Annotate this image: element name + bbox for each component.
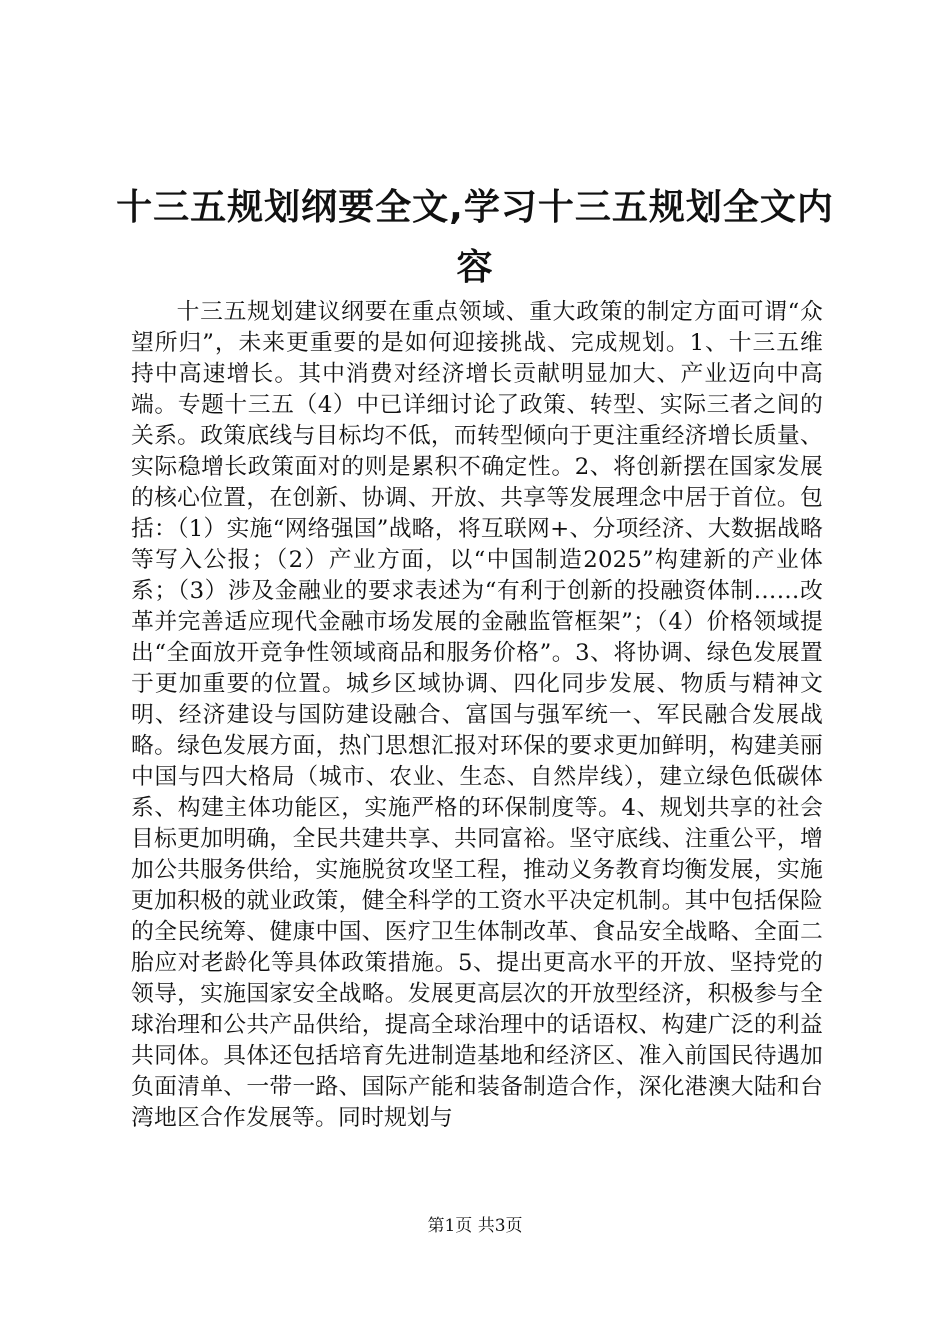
document-body: 十三五规划建议纲要在重点领域、重大政策的制定方面可谓“众望所归”，未来更重要的是如何迎接挑战、完成规划。1、十三五维持中高速增长。其中消费对经济增长贡献明显加大、产业迈向中高端。专题十三五（4）中已详细讨论了政策、转型、实际三者之间的关系。政策底线与目标均不低，而转型倾向于更注重经济增长质量、实际稳增长政策面对的则是累积不确定性。2、将创新摆在国家发展的核心位置，在创新、协调、开放、共享等发展理念中居于首位。包括：（1）实施“网络强国”战略，将互联网+、分项经济、大数据战略等写入公报；（2）产业方面，以“中国制造2025”构建新的产业体系；（3）涉及金融业的要求表述为“有利于创新的投融资体制……改革并完善适应现代金融市场发展的金融监管框架”；（4）价格领域提出“全面放开竞争性领域商品和服务价格”。3、将协调、绿色发展置于更加重要的位置。城乡区域协调、四化同步发展、物质与精神文明、经济建设与国防建设融合、富国与强军统一、军民融合发展战略。绿色发展方面，热门思想汇报对环保的要求更加鲜明，构建美丽中国与四大格局（城市、农业、生态、自然岸线），建立绿色低碳体系、构建主体功能区，实施严格的环保制度等。4、规划共享的社会目标更加明确，全民共建共享、共同富裕。坚守底线、注重公平，增加公共服务供给，实施脱贫攻坚工程，推动义务教育均衡发展，实施更加积极的就业政策，健全科学的工资水平决定机制。其中包括保险的全民统筹、健康中国、医疗卫生体制改革、食品安全战略、全面二胎应对老龄化等具体政策措施。5、提出更高水平的开放、坚持党的领导，实施国家安全战略。发展更高层次的开放型经济，积极参与全球治理和公共产品供给，提高全球治理中的话语权、构建广泛的利益共同体。具体还包括培育先进制造基地和经济区、准入前国民待遇加负面清单、一带一路、国际产能和装备制造合作，深化港澳大陆和台湾地区合作发展等。同时规划与 — [131, 299, 823, 1131]
page-number-footer: 第1页 共3页 — [427, 1216, 523, 1236]
document-title: 十三五规划纲要全文,学习十三五规划全文内容 — [116, 187, 834, 288]
